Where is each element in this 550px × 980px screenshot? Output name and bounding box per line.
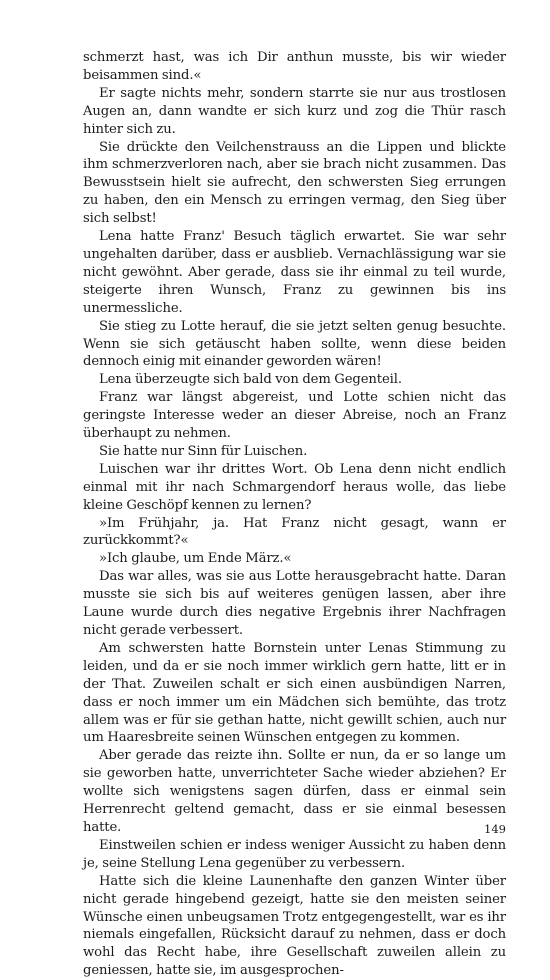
paragraph-2: Er sagte nichts mehr, sondern starrte sie nur aus trostlosen Augen an, dann wandte er sich kurz und zog die Thür rasch hinter sich zu. [83, 85, 506, 137]
paragraph-14: Aber gerade das reizte ihn. Sollte er nun, da er so lange um sie geworben hatte, unverrichteter Sache wieder abziehen? Er wollte sich wenigstens sagen dürfen, dass er einmal sein Herrenrecht geltend gemacht, dass er sie einmal besessen hatte. [83, 748, 506, 835]
paragraph-4: Lena hatte Franz' Besuch täglich erwartet. Sie war sehr ungehalten darüber, dass er ausblieb. Vernachlässigung war sie nicht gewöhnt. Aber gerade, dass sie ihr einmal zu teil wurde, steigerte ihren Wunsch, Franz zu gewinnen bis ins unermessliche. [83, 229, 506, 316]
paragraph-7: Franz war längst abgereist, und Lotte schien nicht das geringste Interesse weder an dieser Abreise, noch an Franz überhaupt zu nehmen. [83, 390, 506, 442]
paragraph-5: Sie stieg zu Lotte herauf, die sie jetzt selten genug besuchte. Wenn sie sich getäuscht haben sollte, wenn diese beiden dennoch einig mit einander geworden wären! [83, 318, 506, 370]
page-number: 149 [484, 822, 506, 836]
paragraph-10: »Im Frühjahr, ja. Hat Franz nicht gesagt, wann er zurückkommt?« [83, 515, 506, 549]
paragraph-13: Am schwersten hatte Bornstein unter Lenas Stimmung zu leiden, und da er sie noch immer wirklich gern hatte, litt er in der That. Zuweilen schalt er sich einen ausbündigen Narren, dass er noch immer um ein Mädchen sich bemühte, das trotz allem was er für sie gethan hatte, nicht gewillt schien, auch nur um Haaresbreite seinen Wünschen entgegen zu kommen. [83, 640, 506, 746]
paragraph-15: Einstweilen schien er indess weniger Aussicht zu haben denn je, seine Stellung Lena gegenüber zu verbessern. [83, 837, 506, 871]
body-text [83, 49, 506, 980]
paragraph-1: schmerzt hast, was ich Dir anthun musste, bis wir wieder beisammen sind.« [83, 50, 506, 83]
paragraph-16: Hatte sich die kleine Launenhafte den ganzen Winter über nicht gerade hingebend gezeigt, hatte sie den meisten seiner Wünsche einen unbeugsamen Trotz entgegengestellt, war es ihr niemals eingefallen, Rücksicht darauf zu nehmen, dass er doch wohl das Recht habe, ihre Gesellschaft zuweilen allein zu geniessen, hatte sie, im ausgesprochen- [83, 873, 506, 979]
paragraph-12: Das war alles, was sie aus Lotte herausgebracht hatte. Daran musste sie sich bis auf weiteres genügen lassen, aber ihre Laune wurde durch dies negative Ergebnis ihrer Nachfragen nicht gerade verbessert. [83, 569, 506, 638]
paragraph-11: »Ich glaube, um Ende März.« [99, 551, 292, 567]
paragraph-3: Sie drückte den Veilchenstrauss an die Lippen und blickte ihm schmerzverloren nach, aber sie brach nicht zusammen. Das Bewusstsein hielt sie aufrecht, den schwersten Sieg errungen zu haben, den ein Mensch zu erringen vermag, den Sieg über sich selbst! [83, 139, 506, 227]
paragraph-6: Lena überzeugte sich bald von dem Gegenteil. [99, 372, 402, 388]
paragraph-8: Sie hatte nur Sinn für Luischen. [99, 443, 308, 459]
paragraph-9: Luischen war ihr drittes Wort. Ob Lena denn nicht endlich einmal mit ihr nach Schmargendorf heraus wolle, das liebe kleine Geschöpf kennen zu lernen? [83, 461, 506, 513]
